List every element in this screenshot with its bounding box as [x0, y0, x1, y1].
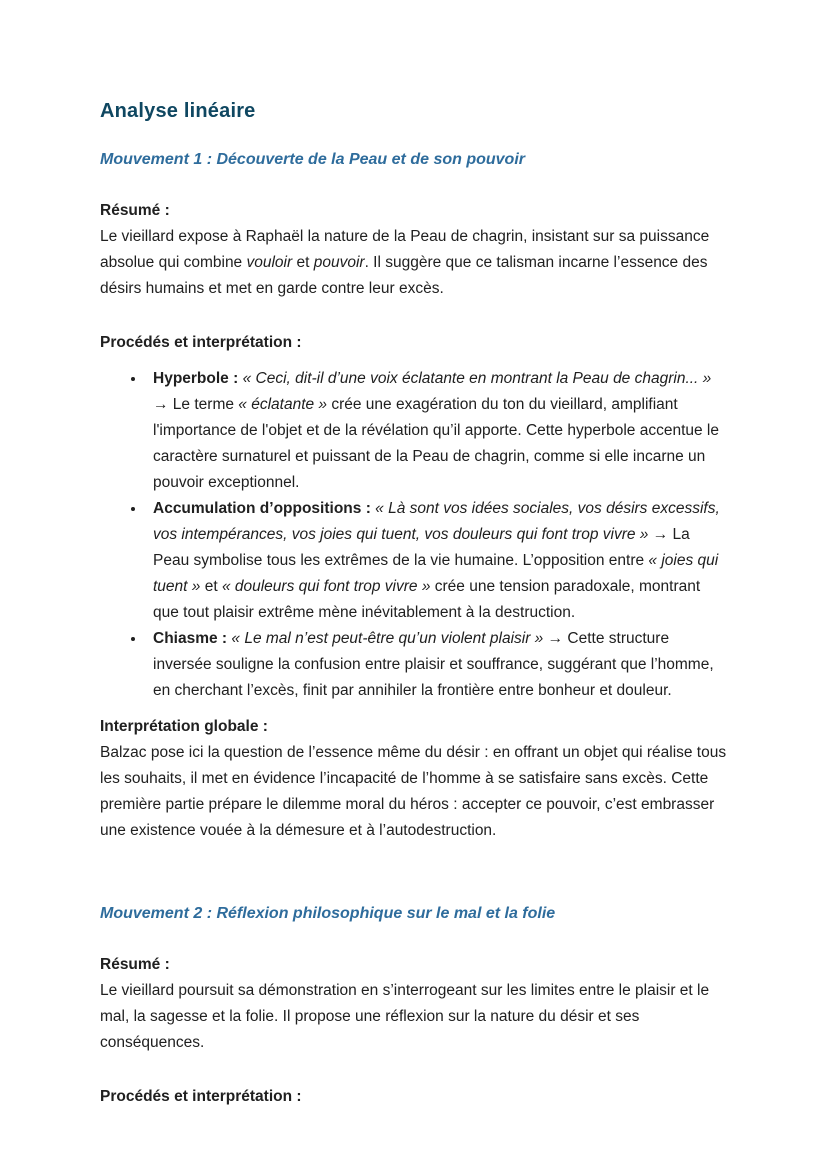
movement-2-resume [100, 952, 728, 1056]
bullet-item-accumulation-oppositions: • Accumulation d’oppositions : « Là sont vos idées sociales, vos désirs excessifs, vos intempérances, vos joies qui tuent, vos douleurs qui font trop vivre » → La Peau symbolise tous les extrêmes de la vie humaine. L’opposition entre « joies qui tuent » et « douleurs qui font trop vivre » crée une tension paradoxale, montrant que tout plaisir extrême mène inévitablement à la destruction. [146, 496, 728, 626]
interpretation-label: Interprétation globale : [100, 718, 268, 735]
procedes-1-bullet-list [100, 366, 728, 704]
document-title: Analyse linéaire [100, 100, 256, 122]
movement-1-resume [100, 198, 728, 302]
resume-2-label: Résumé : [100, 956, 170, 973]
movement-1-interpretation [100, 714, 728, 844]
movement-2-heading: Mouvement 2 : Réflexion philosophique sur le mal et la folie [100, 905, 556, 922]
resume-1-label: Résumé : [100, 202, 170, 219]
procedes-1-label: Procédés et interprétation : [100, 334, 302, 351]
resume-1-text: Le vieillard expose à Raphaël la nature de la Peau de chagrin, insistant sur sa puissance absolue qui combine vouloir et pouvoir. Il suggère que ce talisman incarne l’essence des désirs humains et met en garde contre leur excès. [100, 228, 710, 297]
interpretation-text: Balzac pose ici la question de l’essence même du désir : en offrant un objet qui réalise tous les souhaits, il met en évidence l’incapacité de l’homme à se satisfaire sans excès. Cette première partie prépare le dilemme moral du héros : accepter ce pouvoir, c’est embrasser une existence vouée à la démesure et à l’autodestruction. [100, 744, 727, 839]
procedes-2-label: Procédés et interprétation : [100, 1088, 302, 1105]
movement-1-heading: Mouvement 1 : Découverte de la Peau et de son pouvoir [100, 151, 525, 168]
bullet-item-chiasme: • Chiasme : « Le mal n’est peut-être qu’un violent plaisir » → Cette structure inversée souligne la confusion entre plaisir et souffrance, suggérant que l’homme, en cherchant l’excès, finit par annihiler la frontière entre bonheur et douleur. [146, 626, 728, 704]
resume-2-text: Le vieillard poursuit sa démonstration en s’interrogeant sur les limites entre le plaisir et le mal, la sagesse et la folie. Il propose une réflexion sur la nature du désir et ses conséquences. [100, 982, 710, 1051]
bullet-item-hyperbole: • Hyperbole : « Ceci, dit-il d’une voix éclatante en montrant la Peau de chagrin... » → Le terme « éclatante » crée une exagération du ton du vieillard, amplifiant l'importance de l'objet et de la révélation qu’il apporte. Cette hyperbole accentue le caractère surnaturel et puissant de la Peau de chagrin, comme si elle incarne un pouvoir exceptionnel. [146, 366, 728, 496]
